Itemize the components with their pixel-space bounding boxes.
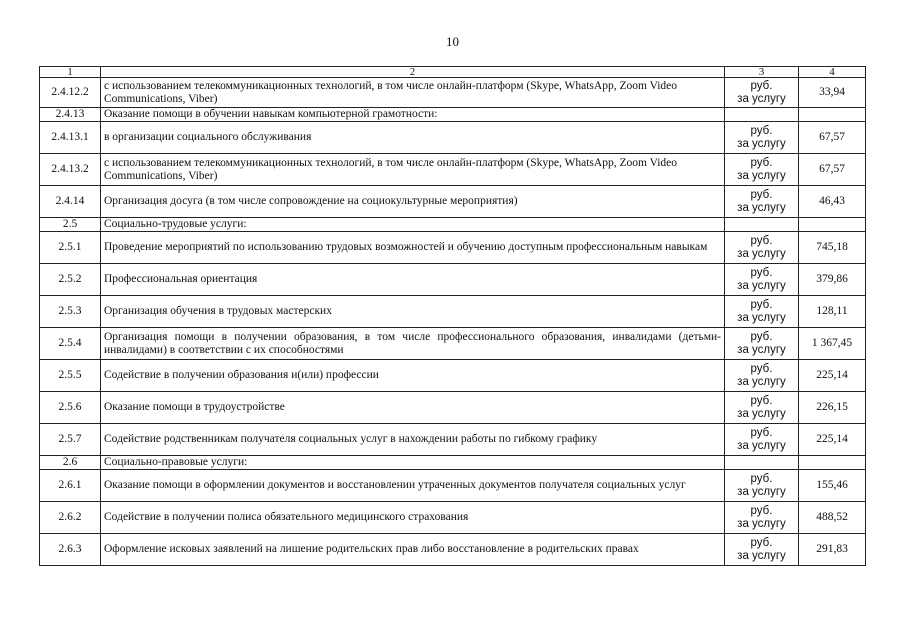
- table-row: [40, 360, 866, 392]
- service-name-cell: Оформление исковых заявлений на лишение родительских прав либо восстановление в родительских правах: [101, 534, 725, 566]
- unit-per-service: за услугу: [737, 343, 786, 356]
- row-number-cell: 2.5.6: [40, 392, 101, 424]
- unit-cell: [725, 502, 799, 534]
- service-name-cell: Организация обучения в трудовых мастерских: [101, 296, 725, 328]
- section-header-row: [40, 218, 866, 232]
- row-number-cell: 2.6.1: [40, 470, 101, 502]
- unit-currency: руб.: [750, 394, 773, 407]
- unit-per-service: за услугу: [737, 439, 786, 452]
- row-number-cell: 2.4.13.2: [40, 154, 101, 186]
- unit-cell: [725, 424, 799, 456]
- unit-currency: руб.: [750, 266, 773, 279]
- price-cell: 745,18: [799, 232, 866, 264]
- price-cell: 1 367,45: [799, 328, 866, 360]
- table-row: [40, 502, 866, 534]
- unit-currency: руб.: [750, 472, 773, 485]
- unit-per-service: за услугу: [737, 549, 786, 562]
- row-number-cell: 2.4.13: [40, 108, 101, 122]
- unit-cell: [725, 232, 799, 264]
- service-name-cell: Организация досуга (в том числе сопровождение на социокультурные мероприятия): [101, 186, 725, 218]
- row-number-cell: 2.5.2: [40, 264, 101, 296]
- unit-currency: руб.: [750, 188, 773, 201]
- table-header-row: [40, 67, 866, 78]
- unit-cell: [725, 78, 799, 108]
- service-name-cell: Оказание помощи в обучении навыкам компьютерной грамотности:: [101, 108, 725, 122]
- table-body: [40, 67, 866, 566]
- price-cell: 46,43: [799, 186, 866, 218]
- row-number-cell: 2.6: [40, 456, 101, 470]
- row-number-cell: 2.5.7: [40, 424, 101, 456]
- unit-currency: руб.: [750, 124, 773, 137]
- unit-cell: [725, 264, 799, 296]
- service-name-cell: Проведение мероприятий по использованию трудовых возможностей и обучению доступным профессиональным навыкам: [101, 232, 725, 264]
- unit-cell: [725, 392, 799, 424]
- section-header-row: [40, 108, 866, 122]
- page-number: 10: [446, 34, 459, 49]
- table-row: [40, 296, 866, 328]
- row-number-cell: 2.4.14: [40, 186, 101, 218]
- service-name-cell: в организации социального обслуживания: [101, 122, 725, 154]
- unit-currency: руб.: [750, 426, 773, 439]
- unit-cell: [725, 186, 799, 218]
- unit-per-service: за услугу: [737, 485, 786, 498]
- table-row: [40, 232, 866, 264]
- row-number-cell: 2.6.2: [40, 502, 101, 534]
- unit-currency: руб.: [750, 362, 773, 375]
- price-cell: 488,52: [799, 502, 866, 534]
- unit-currency: руб.: [750, 234, 773, 247]
- row-number-cell: 2.5: [40, 218, 101, 232]
- unit-currency: руб.: [750, 536, 773, 549]
- section-header-row: [40, 456, 866, 470]
- unit-cell: [725, 456, 799, 470]
- unit-per-service: за услугу: [737, 311, 786, 324]
- service-name-cell: Профессиональная ориентация: [101, 264, 725, 296]
- service-name-cell: Содействие в получении полиса обязательного медицинского страхования: [101, 502, 725, 534]
- price-cell: 225,14: [799, 424, 866, 456]
- column-header-1: 1: [40, 67, 101, 78]
- service-name-cell: Содействие родственникам получателя социальных услуг в нахождении работы по гибкому графику: [101, 424, 725, 456]
- price-cell: 155,46: [799, 470, 866, 502]
- unit-currency: руб.: [750, 156, 773, 169]
- column-header-4: 4: [799, 67, 866, 78]
- table-row: [40, 470, 866, 502]
- table-row: [40, 264, 866, 296]
- table-row: [40, 392, 866, 424]
- row-number-cell: 2.5.1: [40, 232, 101, 264]
- table-row: [40, 122, 866, 154]
- unit-cell: [725, 154, 799, 186]
- unit-per-service: за услугу: [737, 92, 786, 105]
- price-cell: 379,86: [799, 264, 866, 296]
- unit-cell: [725, 218, 799, 232]
- table-row: [40, 154, 866, 186]
- unit-currency: руб.: [750, 330, 773, 343]
- service-name-cell: Оказание помощи в трудоустройстве: [101, 392, 725, 424]
- unit-per-service: за услугу: [737, 279, 786, 292]
- unit-cell: [725, 296, 799, 328]
- unit-per-service: за услугу: [737, 169, 786, 182]
- price-cell: 67,57: [799, 154, 866, 186]
- unit-per-service: за услугу: [737, 517, 786, 530]
- unit-cell: [725, 108, 799, 122]
- row-number-cell: 2.4.13.1: [40, 122, 101, 154]
- table-row: [40, 78, 866, 108]
- price-cell: 128,11: [799, 296, 866, 328]
- price-cell: [799, 108, 866, 122]
- unit-currency: руб.: [750, 79, 773, 92]
- column-header-2: 2: [101, 67, 725, 78]
- unit-per-service: за услугу: [737, 137, 786, 150]
- price-cell: [799, 456, 866, 470]
- table-row: [40, 186, 866, 218]
- table-row: [40, 534, 866, 566]
- price-cell: 291,83: [799, 534, 866, 566]
- service-name-cell: с использованием телекоммуникационных технологий, в том числе онлайн-платформ (Skype, WhatsApp, Zoom Video Communications, Viber): [101, 154, 725, 186]
- unit-currency: руб.: [750, 504, 773, 517]
- unit-cell: [725, 360, 799, 392]
- services-price-table: [39, 66, 866, 566]
- column-header-3: 3: [725, 67, 799, 78]
- service-name-cell: Социально-трудовые услуги:: [101, 218, 725, 232]
- service-name-cell: Социально-правовые услуги:: [101, 456, 725, 470]
- row-number-cell: 2.6.3: [40, 534, 101, 566]
- row-number-cell: 2.4.12.2: [40, 78, 101, 108]
- unit-currency: руб.: [750, 298, 773, 311]
- row-number-cell: 2.5.5: [40, 360, 101, 392]
- price-cell: 226,15: [799, 392, 866, 424]
- unit-per-service: за услугу: [737, 375, 786, 388]
- table-row: [40, 424, 866, 456]
- service-name-cell: Содействие в получении образования и(или) профессии: [101, 360, 725, 392]
- price-cell: 225,14: [799, 360, 866, 392]
- unit-per-service: за услугу: [737, 201, 786, 214]
- row-number-cell: 2.5.4: [40, 328, 101, 360]
- price-cell: 33,94: [799, 78, 866, 108]
- price-cell: [799, 218, 866, 232]
- unit-cell: [725, 534, 799, 566]
- unit-cell: [725, 122, 799, 154]
- price-cell: 67,57: [799, 122, 866, 154]
- unit-cell: [725, 470, 799, 502]
- unit-per-service: за услугу: [737, 247, 786, 260]
- table-row: [40, 328, 866, 360]
- service-name-cell: Оказание помощи в оформлении документов и восстановлении утраченных документов получателя социальных услуг: [101, 470, 725, 502]
- row-number-cell: 2.5.3: [40, 296, 101, 328]
- service-name-cell: с использованием телекоммуникационных технологий, в том числе онлайн-платформ (Skype, WhatsApp, Zoom Video Communications, Viber): [101, 78, 725, 108]
- unit-per-service: за услугу: [737, 407, 786, 420]
- unit-cell: [725, 328, 799, 360]
- service-name-cell: Организация помощи в получении образования, в том числе профессионального образования, инвалидами (детьми-инвалидами) в соответствии с их способностями: [101, 328, 725, 360]
